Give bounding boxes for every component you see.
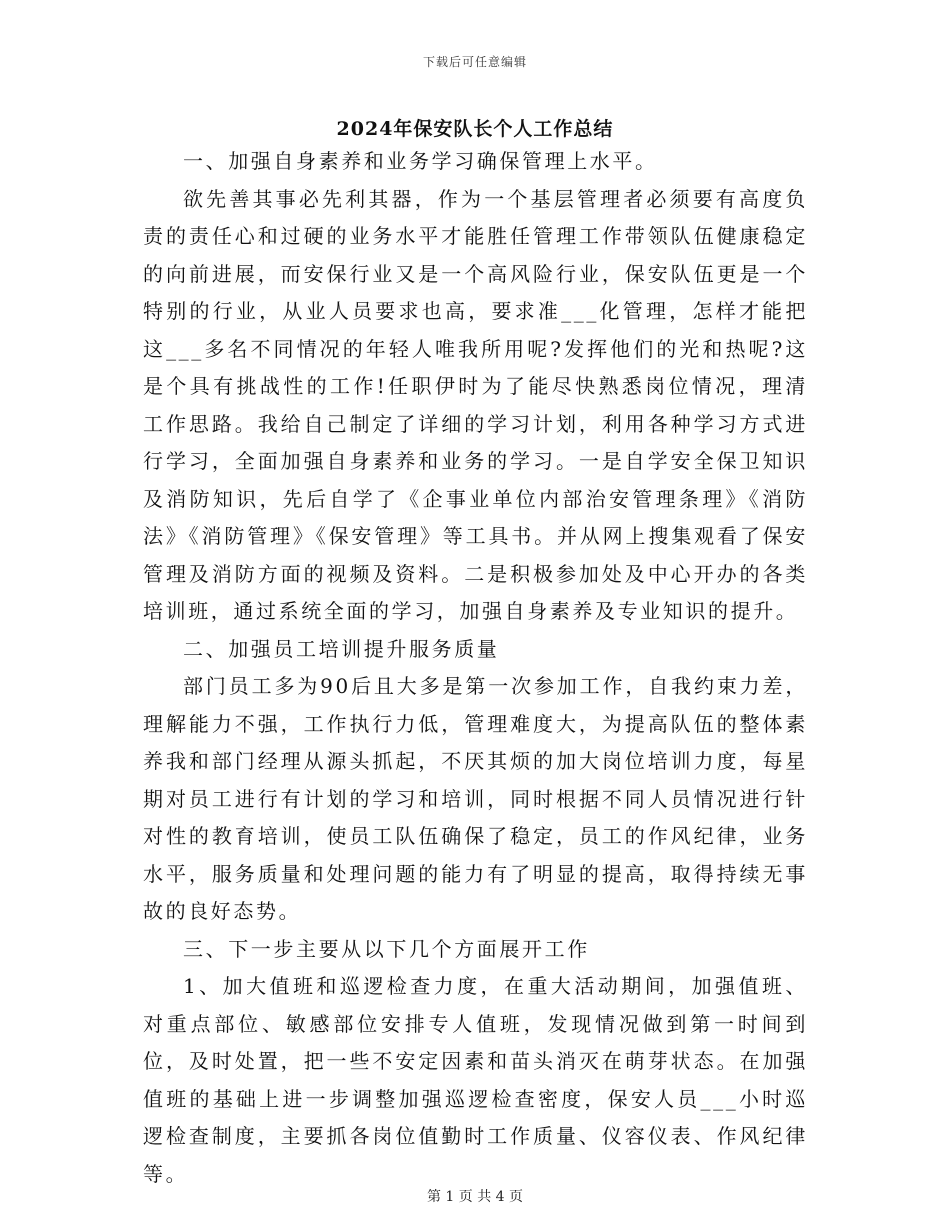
section-heading-2: 二、加强员工培训提升服务质量 [183,636,500,661]
document-title: 2024年保安队长个人工作总结 [336,118,614,140]
page-header-note: 下载后可任意编辑 [422,55,527,69]
section-heading-1: 一、加强自身素养和业务学习确保管理上水平。 [183,149,658,173]
page-footer-number: 第 1 页 共 4 页 [426,1189,524,1205]
section-heading-3: 三、下一步主要从以下几个方面展开工作 [183,936,590,961]
document-body [143,143,808,1193]
body-paragraph-1: 欲先善其事必先利其器，作为一个基层管理者必须要有高度负责的责任心和过硬的业务水平才能胜任管理工作带领队伍健康稳定的向前进展，而安保行业又是一个高风险行业，保安队伍更是一个特别的行业，从业人员要求也高，要求准___化管理，怎样才能把这___多名不同情况的年轻人唯我所用呢?发挥他们的光和热呢?这是个具有挑战性的工作!任职伊时为了能尽快熟悉岗位情况，理清工作思路。我给自己制定了详细的学习计划，利用各种学习方式进行学习，全面加强自身素养和业务的学习。一是自学安全保卫知识及消防知识，先后自学了《企事业单位内部治安管理条理》《消防法》《消防管理》《保安管理》等工具书。并从网上搜集观看了保安管理及消防方面的视频及资料。二是积极参加处及中心开办的各类培训班，通过系统全面的学习，加强自身素养及专业知识的提升。 [143,186,808,623]
body-paragraph-2: 部门员工多为90后且大多是第一次参加工作，自我约束力差，理解能力不强，工作执行力低，管理难度大，为提高队伍的整体素养我和部门经理从源头抓起，不厌其烦的加大岗位培训力度，每星期对员工进行有计划的学习和培训，同时根据不同人员情况进行针对性的教育培训，使员工队伍确保了稳定，员工的作风纪律，业务水平，服务质量和处理问题的能力有了明显的提高，取得持续无事故的良好态势。 [143,674,808,923]
body-paragraph-3: 1、加大值班和巡逻检查力度，在重大活动期间，加强值班、对重点部位、敏感部位安排专人值班，发现情况做到第一时间到位，及时处置，把一些不安定因素和苗头消灭在萌芽状态。在加强值班的基础上进一步调整加强巡逻检查密度，保安人员___小时巡逻检查制度，主要抓各岗位值勤时工作质量、仪容仪表、作风纪律等。 [143,974,808,1186]
